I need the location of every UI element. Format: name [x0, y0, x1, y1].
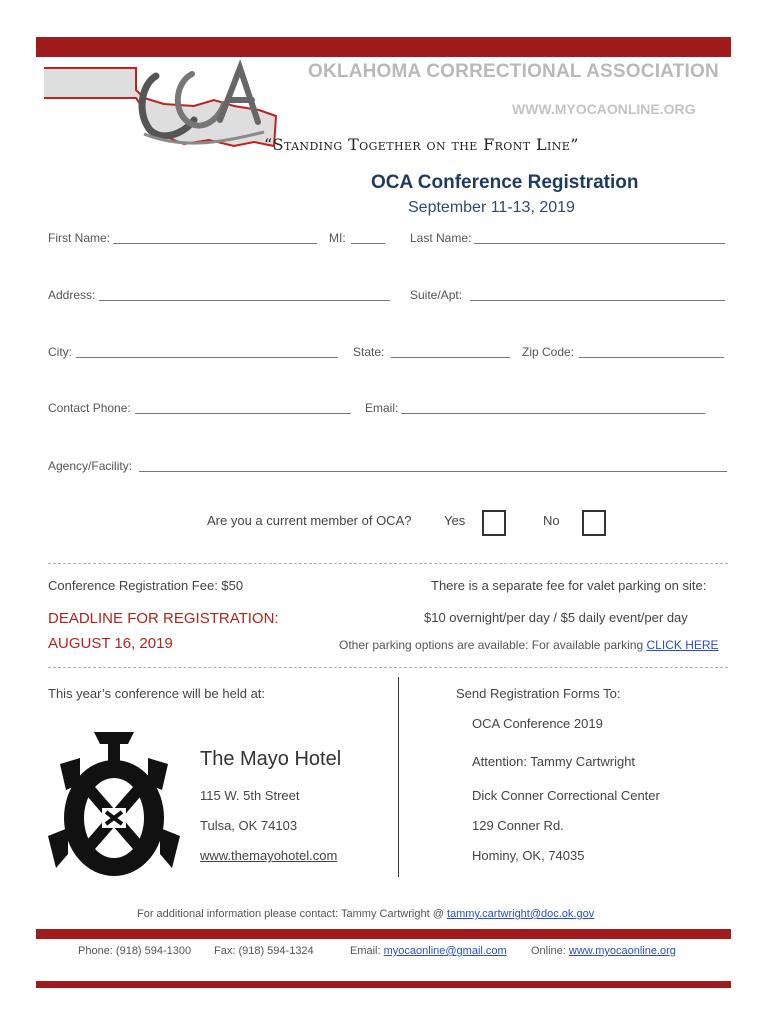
- hotel-street: 115 W. 5th Street: [200, 788, 300, 803]
- state-field[interactable]: [391, 357, 510, 358]
- footer-email-label: Email:: [350, 945, 381, 957]
- hotel-website-link[interactable]: www.themayohotel.com: [200, 848, 338, 863]
- phone-field[interactable]: [135, 413, 351, 414]
- footer-fax: Fax: (918) 594-1324: [214, 945, 314, 957]
- parking-click-here-link[interactable]: CLICK HERE: [646, 638, 719, 652]
- member-no-label: No: [543, 513, 560, 528]
- state-label: State:: [353, 345, 385, 359]
- last-name-label: Last Name:: [410, 231, 472, 245]
- footer-email-link[interactable]: myocaonline@gmail.com: [383, 945, 507, 957]
- email-field[interactable]: [401, 413, 705, 414]
- zip-label: Zip Code:: [522, 345, 575, 359]
- venue-intro: This year’s conference will be held at:: [48, 686, 266, 701]
- conference-dates: September 11-13, 2019: [408, 199, 575, 216]
- member-yes-checkbox[interactable]: [482, 510, 506, 536]
- footer-email: [350, 945, 507, 957]
- first-name-field[interactable]: [113, 243, 317, 244]
- form-title: OCA Conference Registration: [371, 172, 639, 193]
- first-name-label: First Name:: [48, 231, 111, 245]
- parking-note: There is a separate fee for valet parking on site:: [431, 578, 707, 593]
- deadline-heading: DEADLINE FOR REGISTRATION:: [48, 610, 279, 627]
- address-field[interactable]: [99, 300, 390, 301]
- phone-label: Contact Phone:: [48, 401, 131, 415]
- contact-text: For additional information please contact: Tammy Cartwright @: [137, 908, 444, 920]
- city-label: City:: [48, 345, 72, 359]
- send-to-line3: Dick Conner Correctional Center: [472, 788, 660, 803]
- footer-online-label: Online:: [531, 945, 566, 957]
- org-name: OKLAHOMA CORRECTIONAL ASSOCIATION: [308, 61, 719, 82]
- deadline-date: AUGUST 16, 2019: [48, 635, 173, 652]
- hotel-name: The Mayo Hotel: [200, 748, 342, 770]
- city-field[interactable]: [76, 357, 338, 358]
- vertical-divider: [398, 677, 399, 877]
- mayo-hotel-logo: [44, 728, 184, 886]
- registration-fee: Conference Registration Fee: $50: [48, 578, 244, 593]
- contact-info: [137, 908, 594, 920]
- bottom-red-bar: [36, 929, 731, 939]
- section-divider: [48, 563, 728, 564]
- address-label: Address:: [48, 288, 96, 302]
- footer-online: [531, 945, 676, 957]
- footer-red-line: [36, 981, 731, 988]
- oca-logo: [44, 60, 284, 160]
- member-yes-label: Yes: [444, 513, 466, 528]
- agency-label: Agency/Facility:: [48, 459, 133, 473]
- suite-field[interactable]: [470, 300, 725, 301]
- section-divider-2: [48, 667, 728, 668]
- suite-label: Suite/Apt:: [410, 288, 463, 302]
- parking-other-text: Other parking options are available: For available parking: [339, 638, 644, 652]
- member-question: Are you a current member of OCA?: [207, 513, 412, 528]
- mi-label: MI:: [329, 231, 346, 245]
- top-red-bar: [36, 37, 731, 57]
- send-to-line2: Attention: Tammy Cartwright: [472, 754, 636, 769]
- footer-online-link[interactable]: www.myocaonline.org: [568, 945, 676, 957]
- parking-rates: $10 overnight/per day / $5 daily event/per day: [424, 610, 688, 625]
- email-label: Email:: [365, 401, 399, 415]
- zip-field[interactable]: [579, 357, 724, 358]
- send-to-line1: OCA Conference 2019: [472, 716, 603, 731]
- parking-other: [339, 638, 719, 652]
- send-to-heading: Send Registration Forms To:: [456, 686, 621, 701]
- contact-email-link[interactable]: tammy.cartwright@doc.ok.gov: [446, 908, 595, 920]
- agency-field[interactable]: [139, 471, 727, 472]
- last-name-field[interactable]: [474, 243, 725, 244]
- org-motto: “Standing Together on the Front Line”: [264, 135, 579, 154]
- org-website: WWW.MYOCAONLINE.ORG: [512, 101, 696, 117]
- send-to-line4: 129 Conner Rd.: [472, 818, 564, 833]
- footer-phone: Phone: (918) 594-1300: [78, 945, 192, 957]
- hotel-city: Tulsa, OK 74103: [200, 818, 298, 833]
- send-to-line5: Hominy, OK, 74035: [472, 848, 585, 863]
- mi-field[interactable]: [351, 243, 385, 244]
- member-no-checkbox[interactable]: [582, 510, 606, 536]
